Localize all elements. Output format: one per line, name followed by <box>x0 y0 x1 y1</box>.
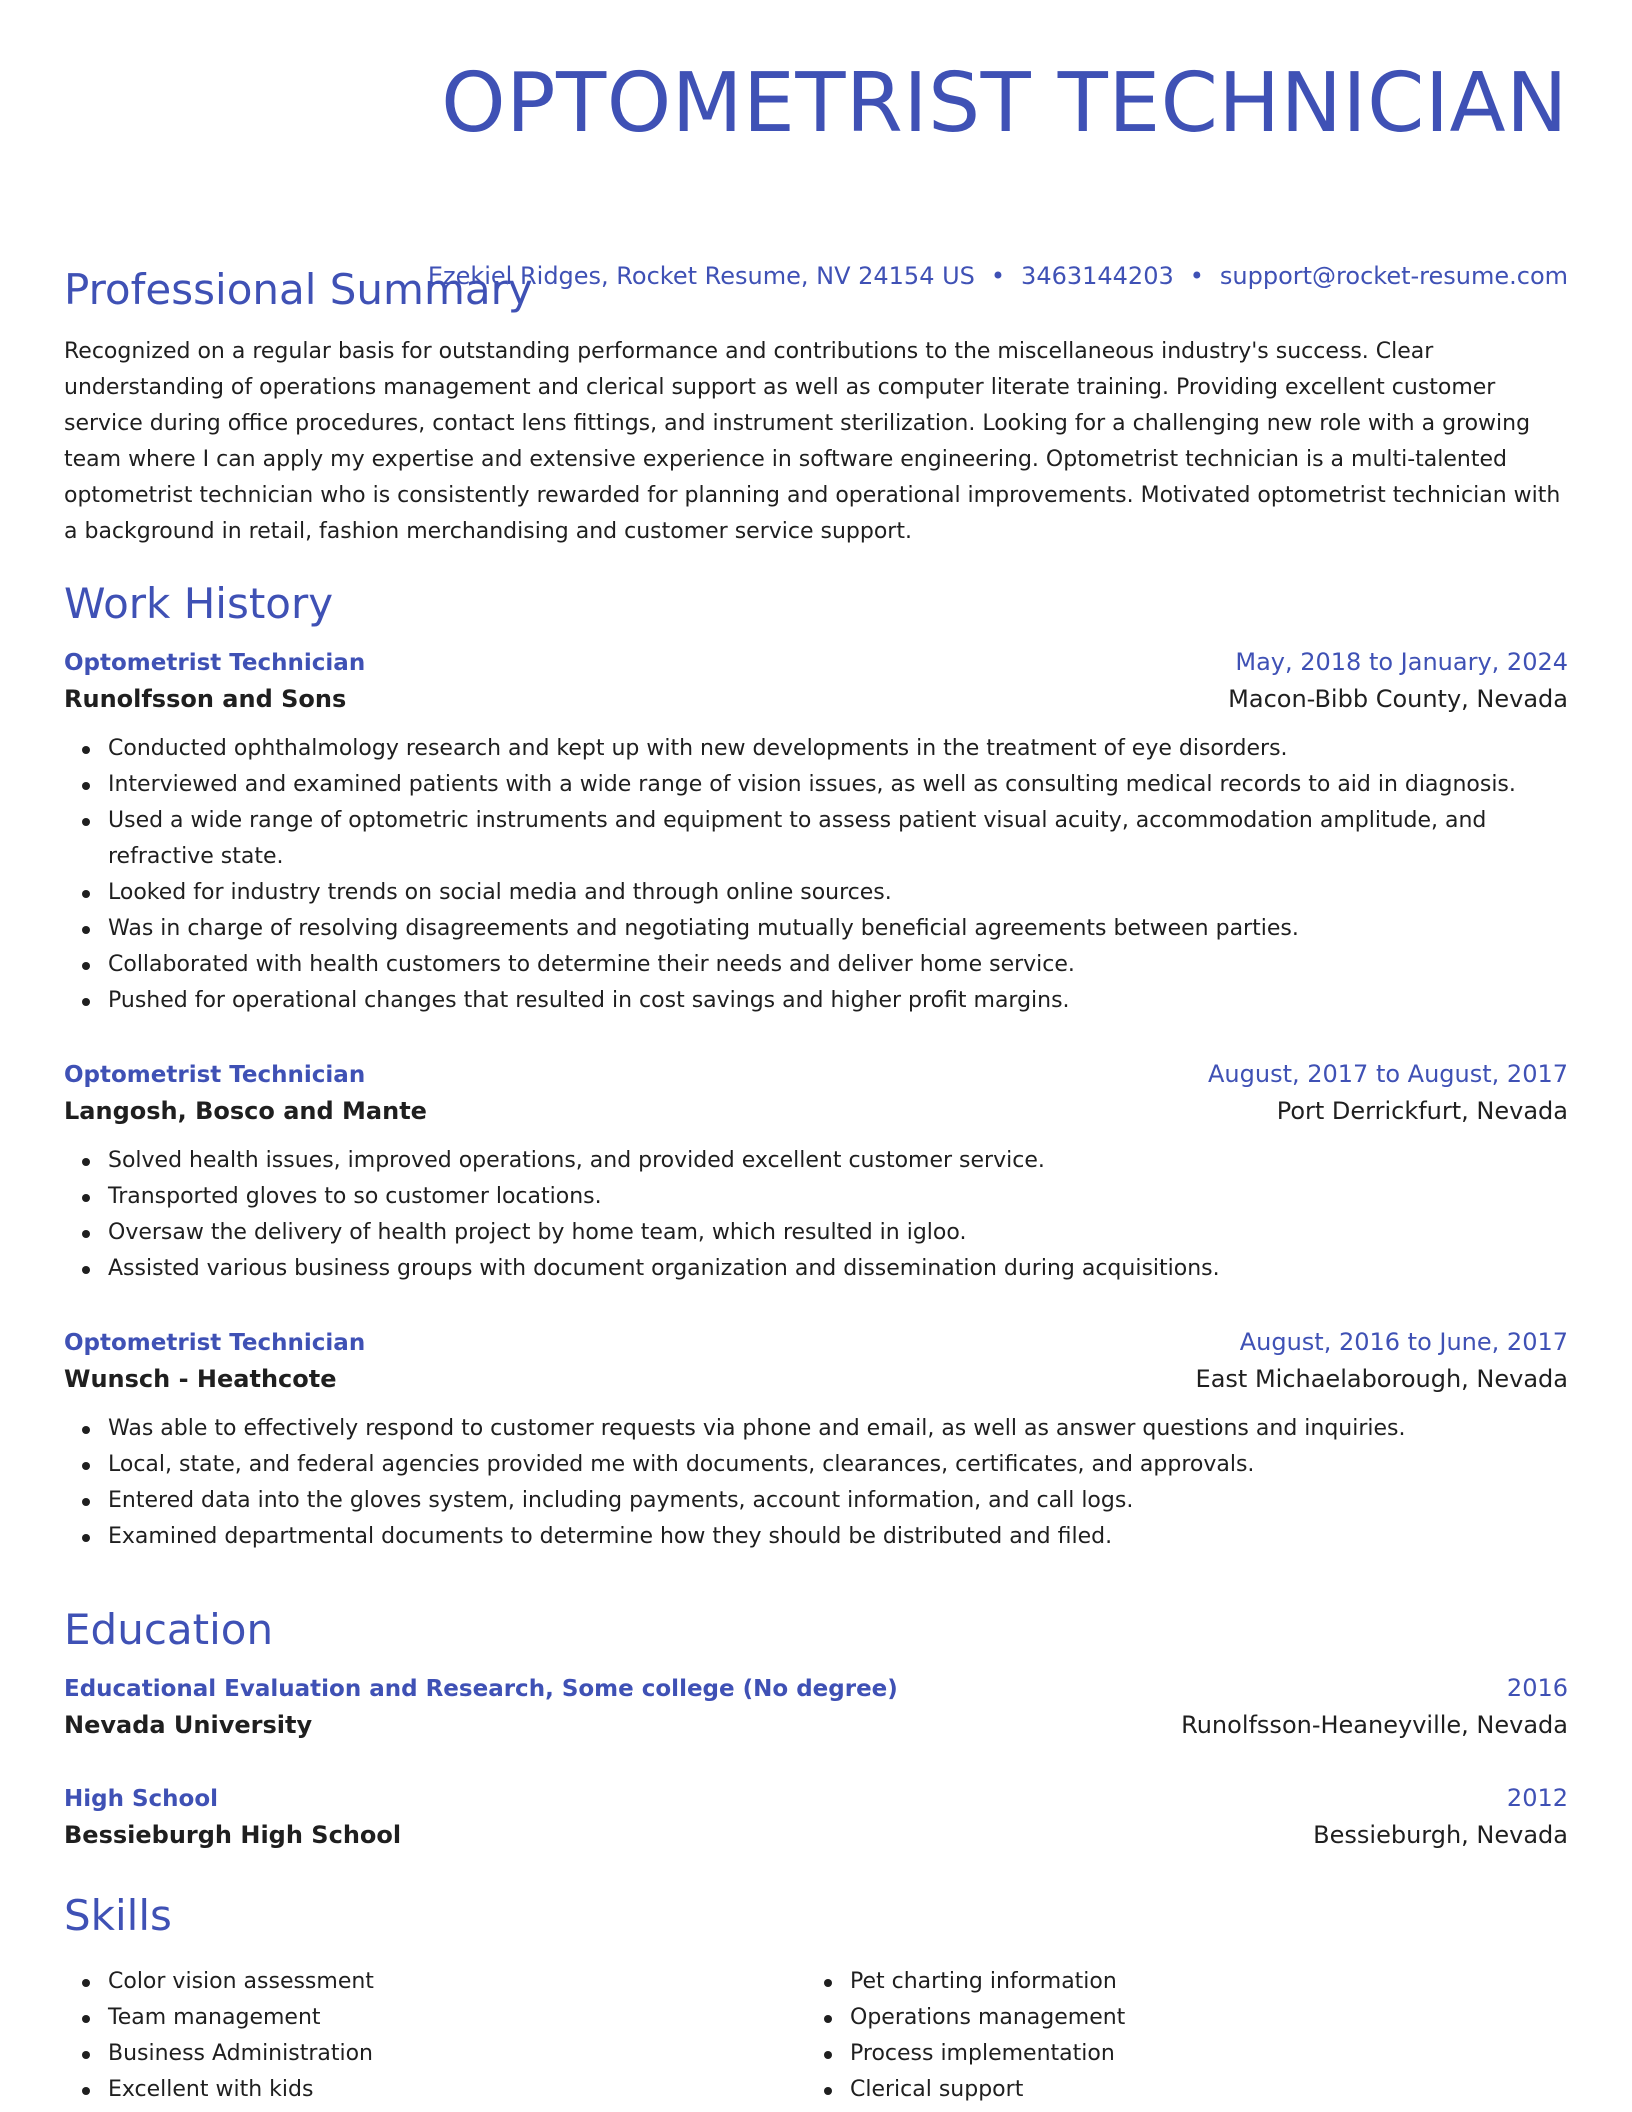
list-item: Looked for industry trends on social media and through online sources. <box>64 875 1568 911</box>
skill-item: Business Administration <box>64 2036 806 2072</box>
skill-item: Process implementation <box>806 2036 1548 2072</box>
job-company: Wunsch - Heathcote <box>64 1365 337 1393</box>
list-item: Was in charge of resolving disagreements and negotiating mutually beneficial agreements between parties. <box>64 911 1568 947</box>
education-year: 2012 <box>1506 1784 1568 1812</box>
job-company: Runolfsson and Sons <box>64 685 347 713</box>
list-item: Entered data into the gloves system, including payments, account information, and call logs. <box>64 1483 1568 1519</box>
skills-list <box>64 1964 1568 2108</box>
education-degree: Educational Evaluation and Research, Some college (No degree) <box>64 1676 898 1702</box>
skill-item: Excellent with kids <box>64 2072 806 2108</box>
job-location: Port Derrickfurt, Nevada <box>1276 1097 1568 1125</box>
list-item: Interviewed and examined patients with a wide range of vision issues, as well as consulting medical records to aid in diagnosis. <box>64 767 1568 803</box>
education-degree: High School <box>64 1786 219 1812</box>
section-title-skills: Skills <box>64 1891 172 1940</box>
job-company: Langosh, Bosco and Mante <box>64 1097 427 1125</box>
education-school: Nevada University <box>64 1711 313 1739</box>
contact-line <box>428 260 1568 292</box>
list-item: Assisted various business groups with document organization and dissemination during acquisitions. <box>64 1251 1568 1287</box>
job-location: Macon-Bibb County, Nevada <box>1228 685 1568 713</box>
job-dates: August, 2017 to August, 2017 <box>1208 1060 1568 1088</box>
list-item: Pushed for operational changes that resulted in cost savings and higher profit margins. <box>64 983 1568 1019</box>
list-item: Local, state, and federal agencies provided me with documents, clearances, certificates, and approvals. <box>64 1447 1568 1483</box>
job-location: East Michaelaborough, Nevada <box>1195 1365 1568 1393</box>
education-year: 2016 <box>1506 1674 1568 1702</box>
education-entry <box>64 1672 1568 1745</box>
list-item: Solved health issues, improved operations, and provided excellent customer service. <box>64 1143 1568 1179</box>
contact-phone: 3463144203 <box>1021 262 1174 290</box>
section-title-summary: Professional Summary <box>64 265 533 314</box>
job-role: Optometrist Technician <box>64 1330 366 1356</box>
job-bullets <box>64 1411 1568 1555</box>
list-item: Conducted ophthalmology research and kept up with new developments in the treatment of eye disorders. <box>64 731 1568 767</box>
list-item: Examined departmental documents to determine how they should be distributed and filed. <box>64 1519 1568 1555</box>
contact-email: support@rocket-resume.com <box>1219 262 1568 290</box>
section-title-work: Work History <box>64 579 334 628</box>
job-bullets <box>64 731 1568 1019</box>
resume-name: OPTOMETRIST TECHNICIAN <box>441 56 1568 151</box>
job-dates: May, 2018 to January, 2024 <box>1235 648 1568 676</box>
contact-address: Ezekiel Ridges, Rocket Resume, NV 24154 US <box>427 262 975 290</box>
skill-item: Color vision assessment <box>64 1964 806 2000</box>
job-role: Optometrist Technician <box>64 1062 366 1088</box>
summary-text: Recognized on a regular basis for outstanding performance and contributions to the miscellaneous industry's success. Clear understanding of operations management and clerical support as well as computer literate training. Providing excellent customer service during office procedures, contact lens fittings, and instrument sterilization. Looking for a challenging new role with a growing team where I can apply my expertise and extensive experience in software engineering. Optometrist technician is a multi-talented optometrist technician who is consistently rewarded for planning and operational improvements. Motivated optometrist technician with a background in retail, fashion merchandising and customer service support. <box>64 339 1561 544</box>
skill-item: Clerical support <box>806 2072 1548 2108</box>
education-school: Bessieburgh High School <box>64 1821 402 1849</box>
education-entry <box>64 1782 1568 1855</box>
list-item: Used a wide range of optometric instruments and equipment to assess patient visual acuity, accommodation amplitude, and refractive state. <box>64 803 1568 875</box>
list-item: Collaborated with health customers to determine their needs and deliver home service. <box>64 947 1568 983</box>
list-item: Was able to effectively respond to customer requests via phone and email, as well as answer questions and inquiries. <box>64 1411 1568 1447</box>
education-location: Bessieburgh, Nevada <box>1313 1821 1568 1849</box>
job-dates: August, 2016 to June, 2017 <box>1239 1328 1568 1356</box>
skill-item: Team management <box>64 2000 806 2036</box>
job-bullets <box>64 1143 1568 1287</box>
work-entry <box>64 1326 1568 1555</box>
list-item: Transported gloves to so customer locations. <box>64 1179 1568 1215</box>
skills-column-left <box>64 1964 806 2108</box>
contact-separator: • <box>990 262 1006 290</box>
skill-item: Operations management <box>806 2000 1548 2036</box>
work-entry <box>64 1058 1568 1287</box>
section-title-education: Education <box>64 1605 274 1654</box>
skills-column-right <box>806 1964 1548 2108</box>
list-item: Oversaw the delivery of health project by home team, which resulted in igloo. <box>64 1215 1568 1251</box>
education-location: Runolfsson-Heaneyville, Nevada <box>1181 1711 1568 1739</box>
work-entry <box>64 646 1568 1019</box>
contact-separator: • <box>1189 262 1204 290</box>
skill-item: Pet charting information <box>806 1964 1548 2000</box>
job-role: Optometrist Technician <box>64 650 366 676</box>
